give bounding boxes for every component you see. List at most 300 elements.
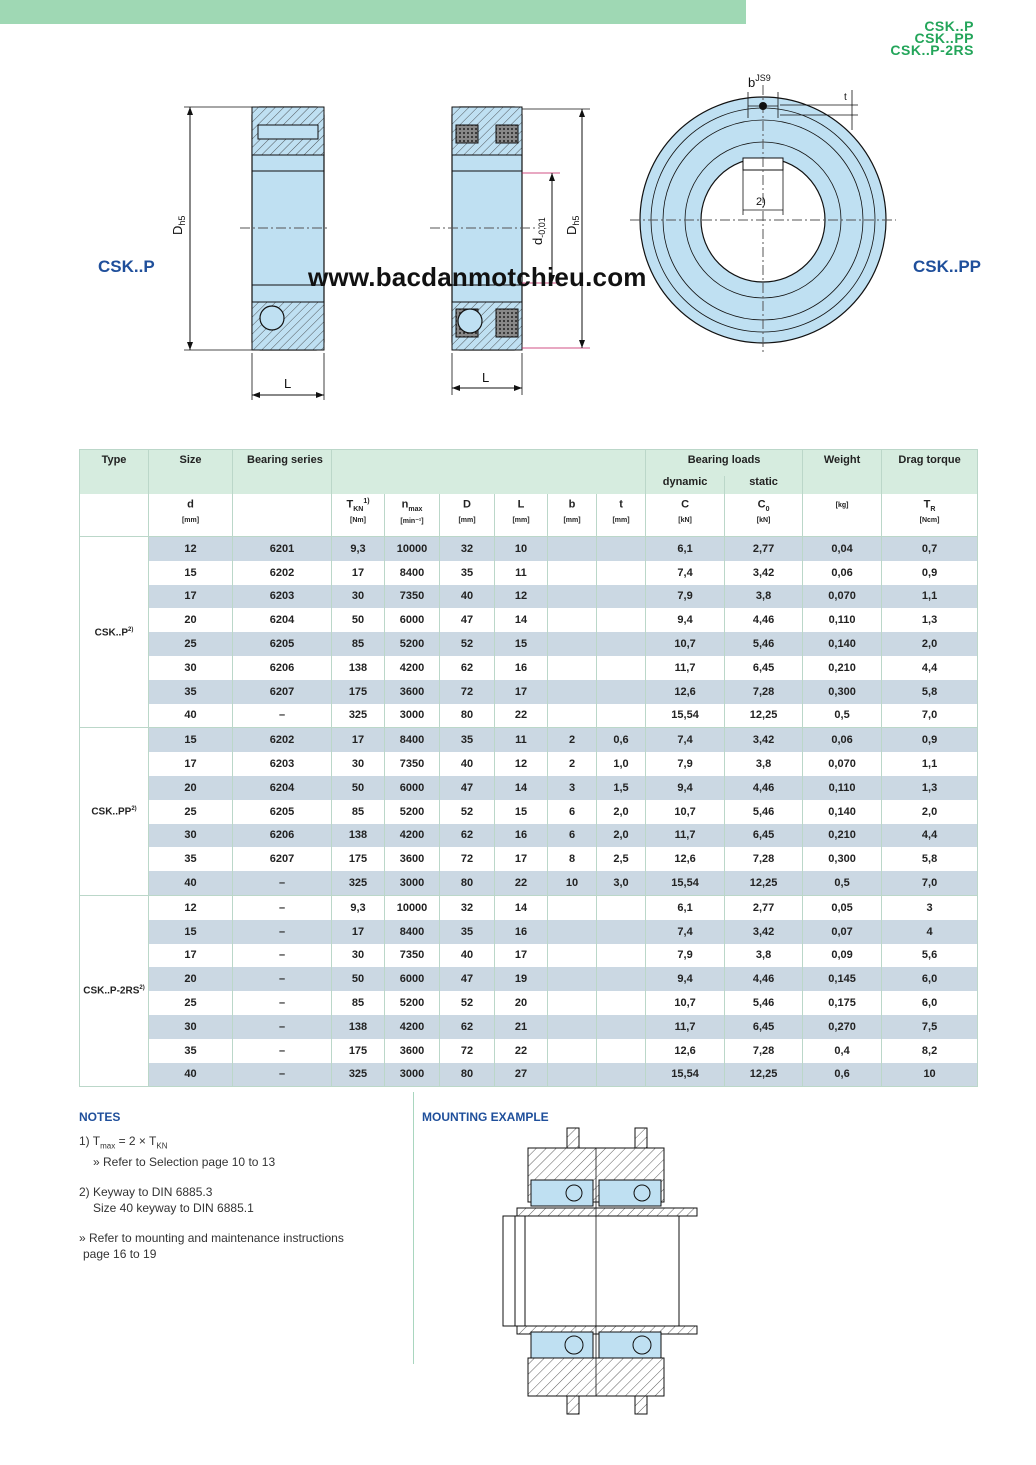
table-cell: 6 bbox=[548, 824, 597, 848]
table-cell: 9,3 bbox=[332, 895, 385, 919]
code-1: CSK..P bbox=[924, 18, 974, 34]
csk-front-view-drawing bbox=[630, 60, 900, 370]
table-row bbox=[80, 632, 978, 656]
table-cell: 175 bbox=[332, 1039, 385, 1063]
table-cell: 0,04 bbox=[803, 537, 882, 561]
table-row bbox=[80, 704, 978, 728]
table-row bbox=[80, 537, 978, 561]
unit-label: [mm] bbox=[612, 516, 630, 524]
table-cell: 35 bbox=[440, 728, 495, 752]
table-cell: 7,5 bbox=[882, 1015, 978, 1039]
table-cell: 0,7 bbox=[882, 537, 978, 561]
note-2-line1: 2) Keyway to DIN 6885.3 bbox=[79, 1185, 213, 1200]
type-label: CSK..P-2RS bbox=[83, 985, 140, 997]
table-cell: 40 bbox=[149, 704, 233, 728]
table-cell: 0,09 bbox=[803, 944, 882, 968]
code-2: CSK..PP bbox=[914, 30, 974, 46]
table-cell: 8,2 bbox=[882, 1039, 978, 1063]
table-cell: 1,0 bbox=[597, 752, 646, 776]
table-cell: 40 bbox=[440, 585, 495, 609]
header-dynamic: dynamic bbox=[646, 476, 725, 494]
table-cell: 17 bbox=[495, 847, 548, 871]
table-cell: 15 bbox=[495, 632, 548, 656]
table-cell: 15 bbox=[495, 800, 548, 824]
product-codes bbox=[890, 20, 974, 56]
table-cell: 16 bbox=[495, 824, 548, 848]
table-row bbox=[80, 1063, 978, 1087]
table-cell: 9,3 bbox=[332, 537, 385, 561]
table-cell: 35 bbox=[440, 920, 495, 944]
unit-cell bbox=[385, 494, 440, 537]
table-cell: 21 bbox=[495, 1015, 548, 1039]
unit-symbol-text: T bbox=[346, 498, 354, 511]
table-cell bbox=[597, 537, 646, 561]
table-cell: 17 bbox=[332, 728, 385, 752]
table-cell: 20 bbox=[149, 776, 233, 800]
table-cell: 85 bbox=[332, 632, 385, 656]
table-cell: 5,8 bbox=[882, 680, 978, 704]
table-cell: 10,7 bbox=[646, 800, 725, 824]
table-row bbox=[80, 752, 978, 776]
units-row bbox=[80, 494, 978, 537]
table-cell: 325 bbox=[332, 871, 385, 895]
table-cell: 12 bbox=[149, 537, 233, 561]
unit-symbol-wrap bbox=[646, 498, 724, 513]
table-cell: – bbox=[233, 895, 332, 919]
table-cell: 3,0 bbox=[597, 871, 646, 895]
header-series: Bearing series bbox=[233, 450, 332, 495]
header-weight: Weight bbox=[803, 450, 882, 495]
table-cell: 3,8 bbox=[725, 752, 803, 776]
table-cell: 7,28 bbox=[725, 1039, 803, 1063]
label-csk-pp: CSK..PP bbox=[913, 257, 982, 276]
header-blank bbox=[332, 450, 646, 495]
unit-symbol-wrap bbox=[385, 498, 439, 513]
table-cell: 5,46 bbox=[725, 991, 803, 1015]
table-cell: 17 bbox=[332, 920, 385, 944]
table-cell: 3,42 bbox=[725, 920, 803, 944]
table-cell bbox=[597, 585, 646, 609]
table-cell: 0,05 bbox=[803, 895, 882, 919]
unit-subscript: 0 bbox=[765, 505, 770, 513]
unit-cell bbox=[495, 494, 548, 537]
table-cell: 6202 bbox=[233, 561, 332, 585]
table-cell: 175 bbox=[332, 680, 385, 704]
table-row bbox=[80, 920, 978, 944]
table-cell: 7,28 bbox=[725, 847, 803, 871]
table-cell: 25 bbox=[149, 632, 233, 656]
table-cell: 0,06 bbox=[803, 728, 882, 752]
table-cell: 17 bbox=[149, 752, 233, 776]
unit-symbol-wrap bbox=[440, 498, 494, 513]
unit-symbol-text: t bbox=[619, 498, 623, 511]
table-cell: 8400 bbox=[385, 920, 440, 944]
note-1-sub-kn: KN bbox=[156, 1141, 168, 1151]
code-3: CSK..P-2RS bbox=[890, 42, 974, 58]
table-cell: 7350 bbox=[385, 585, 440, 609]
table-cell: 0,9 bbox=[882, 561, 978, 585]
table-cell: 7,4 bbox=[646, 728, 725, 752]
table-cell: 7,9 bbox=[646, 585, 725, 609]
table-cell: 4200 bbox=[385, 824, 440, 848]
table-cell: – bbox=[233, 704, 332, 728]
table-cell bbox=[597, 680, 646, 704]
unit-cell bbox=[149, 494, 233, 537]
table-cell bbox=[548, 967, 597, 991]
notes-divider bbox=[413, 1092, 414, 1364]
unit-symbol-text: L bbox=[517, 498, 525, 511]
unit-symbol-wrap bbox=[597, 498, 645, 513]
table-cell bbox=[548, 920, 597, 944]
table-cell: 50 bbox=[332, 608, 385, 632]
table-cell: 0,070 bbox=[803, 752, 882, 776]
table-cell: 7350 bbox=[385, 752, 440, 776]
table-cell bbox=[548, 632, 597, 656]
table-cell: 12,25 bbox=[725, 704, 803, 728]
table-row bbox=[80, 680, 978, 704]
type-label: CSK..P bbox=[94, 626, 128, 638]
type-footnote: 2) bbox=[139, 985, 145, 992]
table-cell: 12,6 bbox=[646, 680, 725, 704]
table-cell: 17 bbox=[149, 944, 233, 968]
mounting-title: MOUNTING EXAMPLE bbox=[422, 1110, 549, 1124]
table-cell bbox=[548, 704, 597, 728]
table-cell: 0,6 bbox=[803, 1063, 882, 1087]
dim-d-label: $D_{h5}$ bbox=[170, 215, 187, 235]
unit-symbol-wrap bbox=[882, 498, 977, 513]
unit-cell bbox=[597, 494, 646, 537]
table-cell bbox=[548, 537, 597, 561]
type-label: CSK..PP bbox=[91, 806, 132, 818]
unit-subscript: R bbox=[930, 505, 936, 513]
table-cell: 10 bbox=[882, 1063, 978, 1087]
table-cell: 3600 bbox=[385, 680, 440, 704]
table-cell: 47 bbox=[440, 608, 495, 632]
header-type: Type bbox=[80, 450, 149, 495]
unit-symbol-text: n bbox=[401, 498, 409, 511]
table-cell: 2,0 bbox=[882, 632, 978, 656]
unit-cell bbox=[725, 494, 803, 537]
table-cell: 0,4 bbox=[803, 1039, 882, 1063]
note-2-line2: Size 40 keyway to DIN 6885.1 bbox=[93, 1201, 254, 1216]
table-cell: 6205 bbox=[233, 632, 332, 656]
table-cell: 15,54 bbox=[646, 1063, 725, 1087]
table-cell: – bbox=[233, 871, 332, 895]
table-cell: 6,45 bbox=[725, 824, 803, 848]
table-cell: 30 bbox=[149, 824, 233, 848]
table-cell: 4200 bbox=[385, 656, 440, 680]
table-cell: 40 bbox=[440, 944, 495, 968]
note-3 bbox=[79, 1230, 399, 1262]
table-cell: 0,110 bbox=[803, 608, 882, 632]
table-cell: 7350 bbox=[385, 944, 440, 968]
table-cell: 11 bbox=[495, 561, 548, 585]
table-cell: – bbox=[233, 991, 332, 1015]
table-cell: 0,270 bbox=[803, 1015, 882, 1039]
table-row bbox=[80, 728, 978, 752]
table-cell: 6206 bbox=[233, 656, 332, 680]
table-cell bbox=[548, 1063, 597, 1087]
unit-label: [Nm] bbox=[350, 516, 366, 524]
unit-symbol-text: d bbox=[187, 498, 194, 511]
unit-subscript: KN bbox=[353, 505, 364, 513]
table-cell: 6207 bbox=[233, 847, 332, 871]
table-row bbox=[80, 967, 978, 991]
table-cell: 2,0 bbox=[597, 824, 646, 848]
spec-table bbox=[79, 449, 978, 1087]
table-cell: 6,45 bbox=[725, 1015, 803, 1039]
table-cell: 12 bbox=[495, 752, 548, 776]
table-cell: 1,1 bbox=[882, 585, 978, 609]
table-cell: 6203 bbox=[233, 752, 332, 776]
table-cell: 10 bbox=[495, 537, 548, 561]
table-cell: 10,7 bbox=[646, 991, 725, 1015]
table-cell: – bbox=[233, 1063, 332, 1087]
notes-list bbox=[79, 1133, 399, 1276]
table-cell: 85 bbox=[332, 991, 385, 1015]
unit-symbol-text: D bbox=[463, 498, 471, 511]
unit-label: [mm] bbox=[563, 516, 581, 524]
table-cell: 0,9 bbox=[882, 728, 978, 752]
table-cell: 4,46 bbox=[725, 608, 803, 632]
table-cell bbox=[548, 944, 597, 968]
unit-symbol-text: T bbox=[923, 498, 931, 511]
table-cell: 20 bbox=[149, 967, 233, 991]
unit-label: [kN] bbox=[756, 516, 771, 524]
table-cell: 15,54 bbox=[646, 871, 725, 895]
table-cell: 6202 bbox=[233, 728, 332, 752]
table-cell: 11,7 bbox=[646, 1015, 725, 1039]
unit-symbol-wrap bbox=[548, 498, 596, 513]
table-cell bbox=[597, 704, 646, 728]
table-row bbox=[80, 895, 978, 919]
table-cell: 5200 bbox=[385, 800, 440, 824]
note-3-line1[interactable]: » Refer to mounting and maintenance instructions bbox=[79, 1231, 344, 1246]
dim-l-label: L bbox=[284, 376, 292, 391]
table-cell: 7,0 bbox=[882, 871, 978, 895]
table-cell: 72 bbox=[440, 847, 495, 871]
type-footnote: 2) bbox=[128, 626, 134, 633]
table-cell: 80 bbox=[440, 704, 495, 728]
table-cell: 3,42 bbox=[725, 561, 803, 585]
unit-cell bbox=[233, 494, 332, 537]
unit-cell bbox=[882, 494, 978, 537]
table-cell: 0,210 bbox=[803, 656, 882, 680]
table-cell bbox=[597, 920, 646, 944]
table-cell: 52 bbox=[440, 800, 495, 824]
table-cell: 27 bbox=[495, 1063, 548, 1087]
table-cell: 4,4 bbox=[882, 656, 978, 680]
unit-label: [Ncm] bbox=[919, 516, 940, 524]
unit-superscript: 1) bbox=[363, 498, 370, 505]
table-cell: 1,3 bbox=[882, 608, 978, 632]
table-cell: 85 bbox=[332, 800, 385, 824]
table-cell: 20 bbox=[149, 608, 233, 632]
table-cell: 25 bbox=[149, 800, 233, 824]
table-cell: 62 bbox=[440, 656, 495, 680]
table-cell: 0,070 bbox=[803, 585, 882, 609]
table-cell: – bbox=[233, 944, 332, 968]
table-cell bbox=[597, 608, 646, 632]
table-cell: 20 bbox=[495, 991, 548, 1015]
table-cell: 35 bbox=[149, 1039, 233, 1063]
csk-pp-section-drawing bbox=[430, 95, 600, 415]
table-cell: 3600 bbox=[385, 1039, 440, 1063]
table-row bbox=[80, 608, 978, 632]
note-2 bbox=[79, 1184, 399, 1216]
table-cell: 2,5 bbox=[597, 847, 646, 871]
table-cell: 2 bbox=[548, 728, 597, 752]
table-cell: 5200 bbox=[385, 632, 440, 656]
unit-symbol-text: C bbox=[681, 498, 690, 511]
table-cell: 17 bbox=[495, 944, 548, 968]
unit-cell bbox=[548, 494, 597, 537]
table-cell: 0,140 bbox=[803, 800, 882, 824]
table-cell: 6,1 bbox=[646, 537, 725, 561]
table-row bbox=[80, 1015, 978, 1039]
mounting-example-drawing bbox=[495, 1120, 715, 1420]
table-cell bbox=[597, 632, 646, 656]
table-cell: 52 bbox=[440, 991, 495, 1015]
table-cell: 8400 bbox=[385, 728, 440, 752]
header-drag: Drag torque bbox=[882, 450, 978, 495]
table-cell: 47 bbox=[440, 967, 495, 991]
table-cell: 80 bbox=[440, 871, 495, 895]
table-cell: 15,54 bbox=[646, 704, 725, 728]
table-row bbox=[80, 991, 978, 1015]
table-cell: 6,1 bbox=[646, 895, 725, 919]
note-1-prefix: 1) T bbox=[79, 1134, 101, 1148]
table-cell: 50 bbox=[332, 967, 385, 991]
table-cell: 6,45 bbox=[725, 656, 803, 680]
table-cell: 0,210 bbox=[803, 824, 882, 848]
table-cell: 9,4 bbox=[646, 967, 725, 991]
table-cell: 0,5 bbox=[803, 871, 882, 895]
table-row bbox=[80, 824, 978, 848]
table-cell bbox=[548, 1015, 597, 1039]
header-static: static bbox=[725, 476, 803, 494]
table-cell: 3 bbox=[548, 776, 597, 800]
table-cell: 5,6 bbox=[882, 944, 978, 968]
table-cell: 12,25 bbox=[725, 1063, 803, 1087]
unit-cell bbox=[646, 494, 725, 537]
table-cell: – bbox=[233, 1039, 332, 1063]
unit-label: [min⁻¹] bbox=[400, 517, 424, 525]
table-cell: 11,7 bbox=[646, 824, 725, 848]
table-cell: 9,4 bbox=[646, 608, 725, 632]
table-cell: 14 bbox=[495, 895, 548, 919]
table-cell: 72 bbox=[440, 680, 495, 704]
table-cell: 5,46 bbox=[725, 632, 803, 656]
table-cell: 7,0 bbox=[882, 704, 978, 728]
table-cell: 25 bbox=[149, 991, 233, 1015]
note-1-ref[interactable]: » Refer to Selection page 10 to 13 bbox=[93, 1155, 276, 1170]
table-cell bbox=[548, 656, 597, 680]
table-cell: 47 bbox=[440, 776, 495, 800]
table-cell: 4 bbox=[882, 920, 978, 944]
table-cell bbox=[597, 1063, 646, 1087]
table-cell bbox=[597, 991, 646, 1015]
table-cell: 5200 bbox=[385, 991, 440, 1015]
unit-label: [kg] bbox=[835, 502, 849, 509]
table-cell: 6,0 bbox=[882, 967, 978, 991]
table-cell: 12 bbox=[495, 585, 548, 609]
table-cell: 0,110 bbox=[803, 776, 882, 800]
table-cell: 6 bbox=[548, 800, 597, 824]
unit-symbol-wrap bbox=[332, 498, 384, 513]
table-cell: 14 bbox=[495, 608, 548, 632]
unit-cell bbox=[803, 494, 882, 537]
note-2-marker: 2) bbox=[756, 196, 766, 208]
table-cell: 5,8 bbox=[882, 847, 978, 871]
table-cell: 0,6 bbox=[597, 728, 646, 752]
table-cell: 2,77 bbox=[725, 895, 803, 919]
table-cell: 30 bbox=[149, 1015, 233, 1039]
table-cell: 50 bbox=[332, 776, 385, 800]
table-cell: 11,7 bbox=[646, 656, 725, 680]
table-cell: 6201 bbox=[233, 537, 332, 561]
table-cell: 22 bbox=[495, 871, 548, 895]
table-cell: 40 bbox=[149, 1063, 233, 1087]
table-cell: – bbox=[233, 1015, 332, 1039]
table-cell: 15 bbox=[149, 728, 233, 752]
table-cell bbox=[548, 680, 597, 704]
table-cell: 138 bbox=[332, 1015, 385, 1039]
table-cell bbox=[597, 1039, 646, 1063]
table-cell: 17 bbox=[495, 680, 548, 704]
units-type-cell bbox=[80, 494, 149, 537]
table-cell: 7,4 bbox=[646, 920, 725, 944]
table-row bbox=[80, 847, 978, 871]
table-cell: 10,7 bbox=[646, 632, 725, 656]
dim-l-label-2: L bbox=[482, 370, 490, 385]
unit-label: [mm] bbox=[458, 516, 476, 524]
table-cell: 6,0 bbox=[882, 991, 978, 1015]
table-cell: 2,77 bbox=[725, 537, 803, 561]
table-cell: 10000 bbox=[385, 537, 440, 561]
top-color-bar bbox=[0, 0, 746, 24]
csk-p-section-drawing bbox=[160, 95, 340, 415]
table-cell: – bbox=[233, 967, 332, 991]
unit-label: [kN] bbox=[678, 516, 692, 524]
type-cell bbox=[80, 895, 149, 1086]
type-footnote: 2) bbox=[131, 806, 137, 812]
table-cell: 3000 bbox=[385, 1063, 440, 1087]
table-cell: 2,0 bbox=[882, 800, 978, 824]
table-cell: 40 bbox=[440, 752, 495, 776]
table-cell: 22 bbox=[495, 704, 548, 728]
table-cell: 6206 bbox=[233, 824, 332, 848]
table-cell: 3600 bbox=[385, 847, 440, 871]
table-cell bbox=[548, 585, 597, 609]
table-cell bbox=[548, 991, 597, 1015]
unit-cell bbox=[440, 494, 495, 537]
table-cell: 138 bbox=[332, 824, 385, 848]
table-cell: 0,5 bbox=[803, 704, 882, 728]
table-cell: 30 bbox=[332, 752, 385, 776]
watermark-url: www.bacdanmotchieu.com bbox=[308, 262, 647, 292]
table-cell: 10000 bbox=[385, 895, 440, 919]
table-cell: 3000 bbox=[385, 704, 440, 728]
table-cell: 12,25 bbox=[725, 871, 803, 895]
table-cell: 7,4 bbox=[646, 561, 725, 585]
table-cell bbox=[597, 656, 646, 680]
table-cell: 35 bbox=[440, 561, 495, 585]
table-cell: 1,1 bbox=[882, 752, 978, 776]
table-row bbox=[80, 776, 978, 800]
table-cell bbox=[597, 561, 646, 585]
table-cell: 12,6 bbox=[646, 847, 725, 871]
